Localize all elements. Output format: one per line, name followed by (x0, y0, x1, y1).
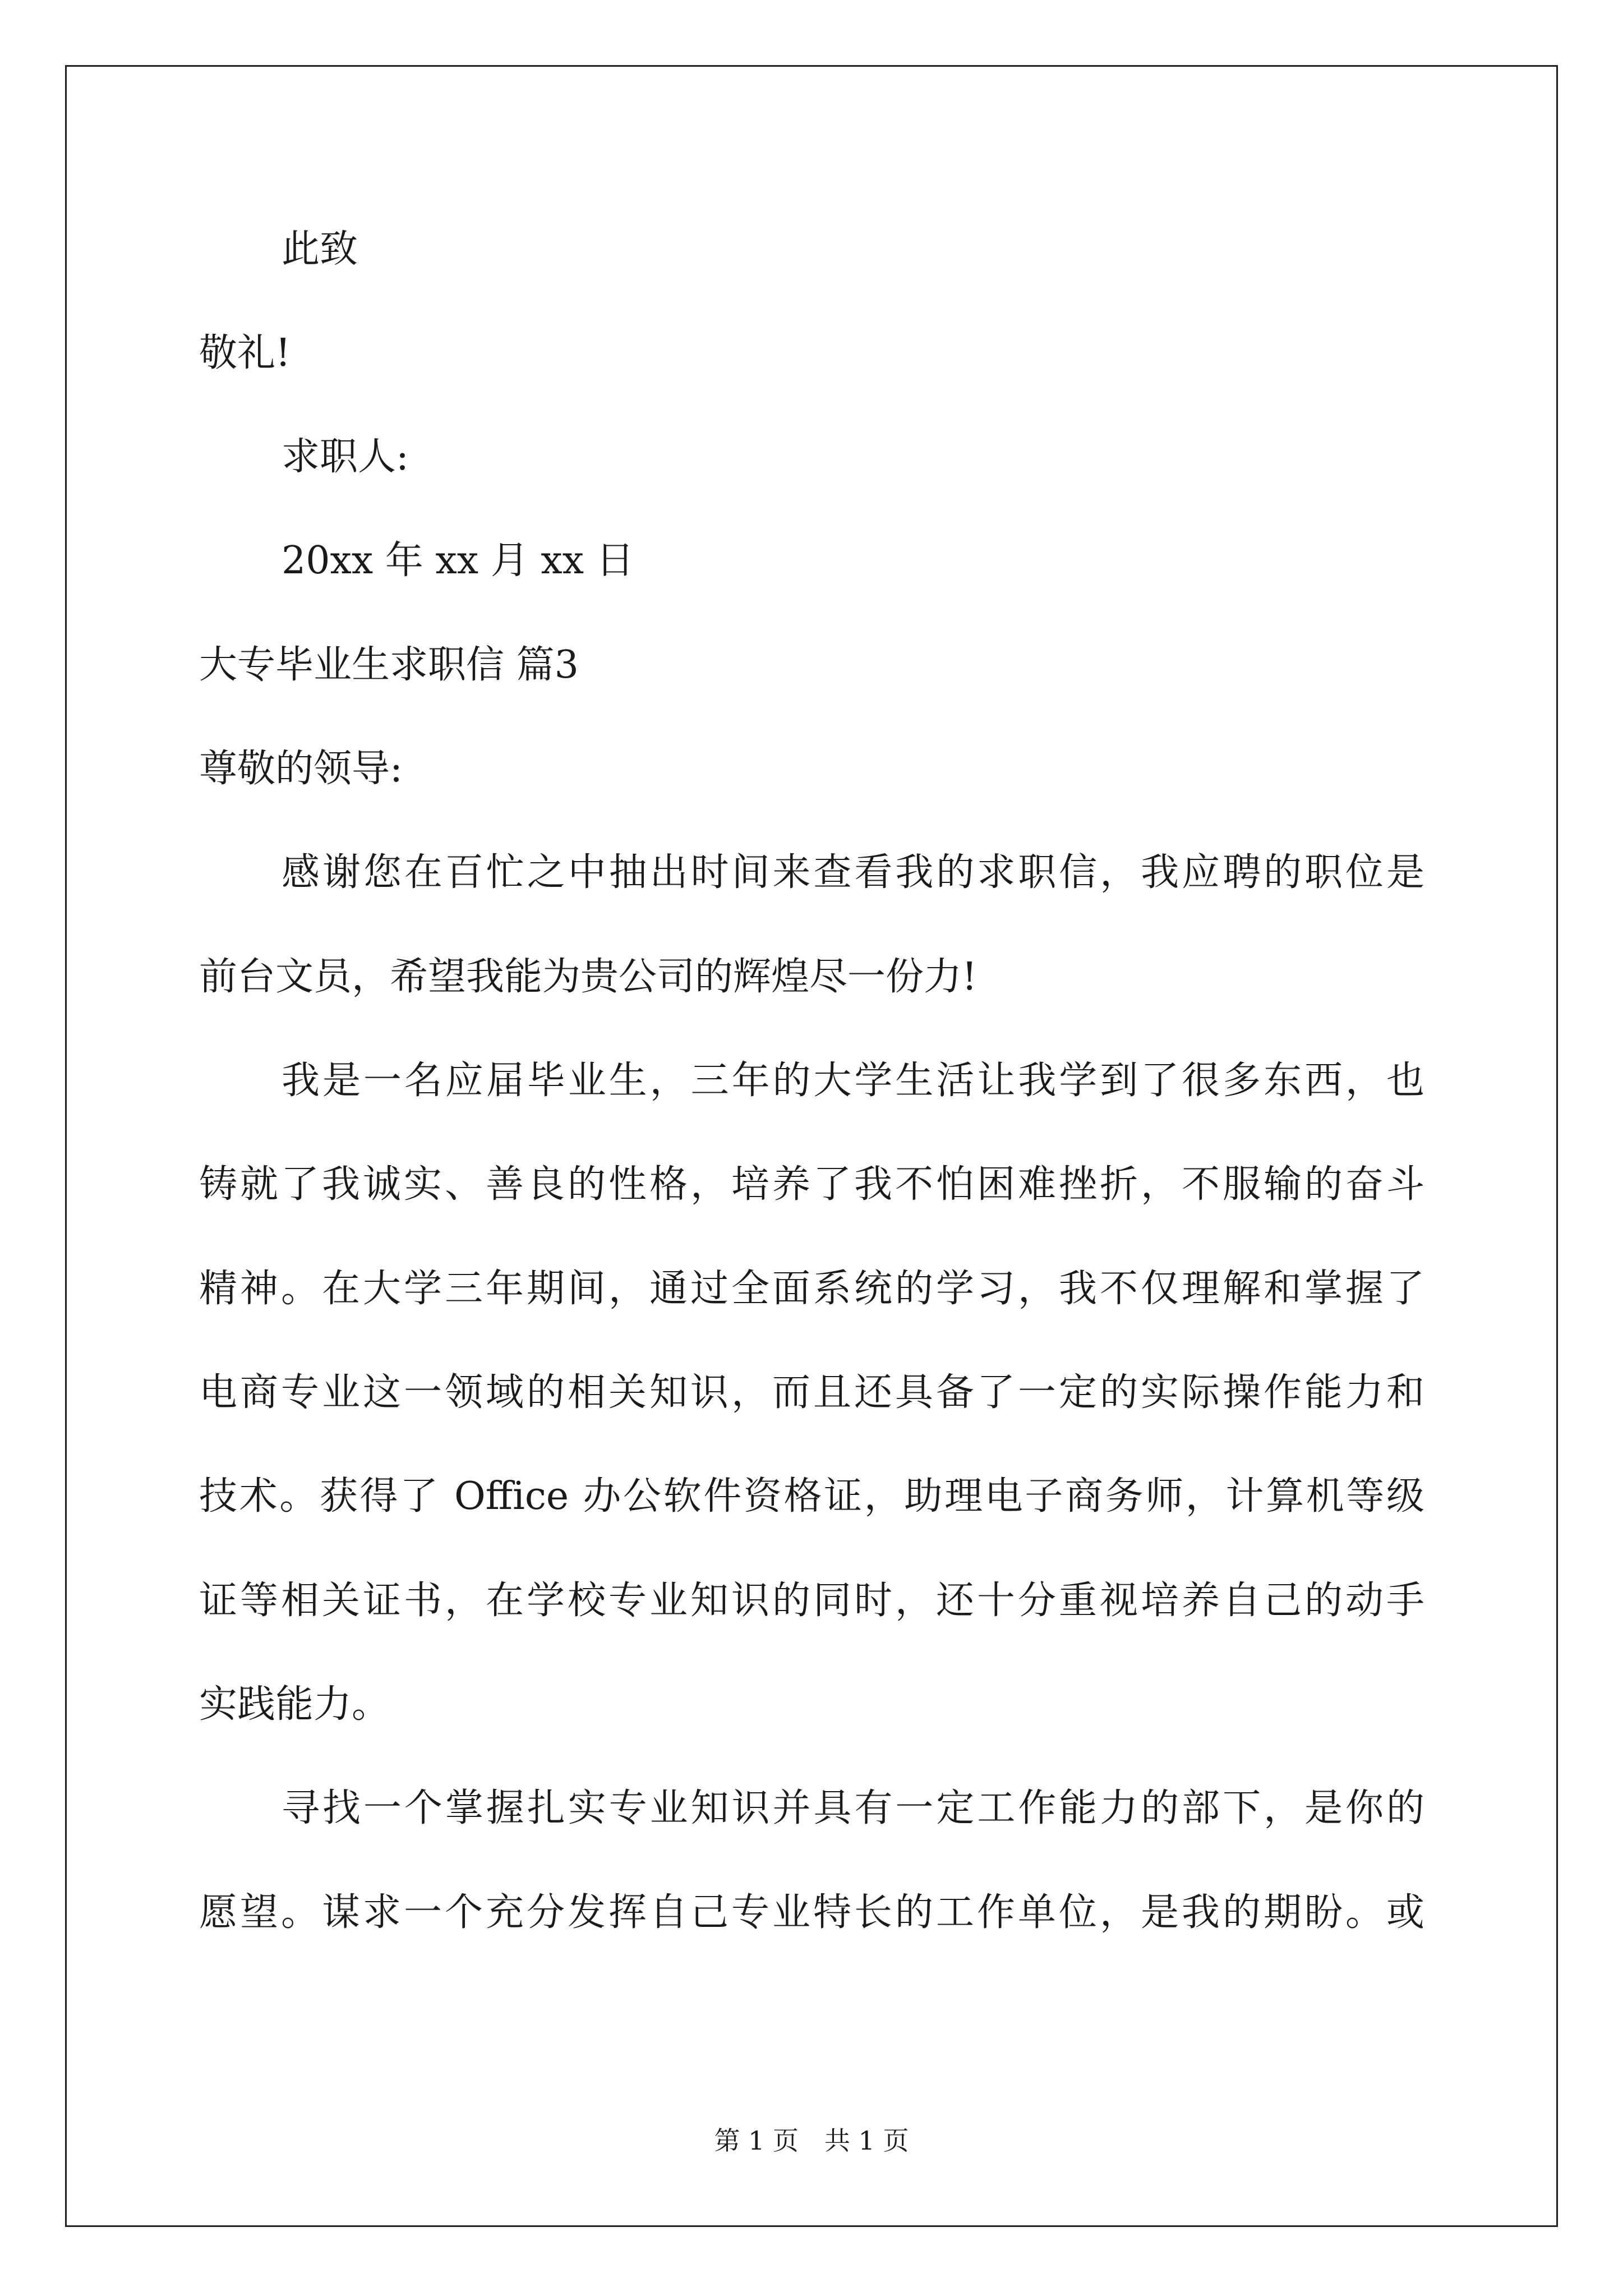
paragraph-line: 我是一名应届毕业生，三年的大学生活让我学到了很多东西，也 (282, 1059, 1424, 1103)
applicant-label: 求职人: (282, 435, 409, 479)
paragraph-line: 精神。在大学三年期间，通过全面系统的学习，我不仅理解和掌握了 (199, 1267, 1424, 1311)
paragraph-line: 愿望。谋求一个充分发挥自己专业特长的工作单位，是我的期盼。或 (199, 1890, 1424, 1935)
paragraph-line: 电商专业这一领域的相关知识，而且还具备了一定的实际操作能力和 (199, 1370, 1424, 1415)
paragraph-line: 证等相关证书，在学校专业知识的同时，还十分重视培养自己的动手 (199, 1579, 1424, 1623)
paragraph-line: 技术。获得了 Office 办公软件资格证，助理电子商务师，计算机等级 (199, 1474, 1424, 1519)
greeting: 尊敬的领导: (199, 747, 403, 791)
paragraph-line: 寻找一个掌握扎实专业知识并具有一定工作能力的部下，是你的 (282, 1786, 1424, 1830)
paragraph-line: 实践能力。 (199, 1682, 390, 1727)
letter-date: 20xx 年 xx 月 xx 日 (282, 539, 634, 583)
section-title: 大专毕业生求职信 篇3 (199, 643, 579, 687)
closing-respect: 敬礼! (199, 331, 291, 375)
paragraph-line: 感谢您在百忙之中抽出时间来查看我的求职信，我应聘的职位是 (282, 850, 1424, 895)
paragraph-line: 前台文员，希望我能为贵公司的辉煌尽一份力! (199, 955, 978, 999)
closing-salutation: 此致 (282, 227, 358, 272)
paragraph-line: 铸就了我诚实、善良的性格，培养了我不怕困难挫折，不服输的奋斗 (199, 1162, 1424, 1207)
page-footer: 第 1 页 共 1 页 (714, 2125, 909, 2156)
